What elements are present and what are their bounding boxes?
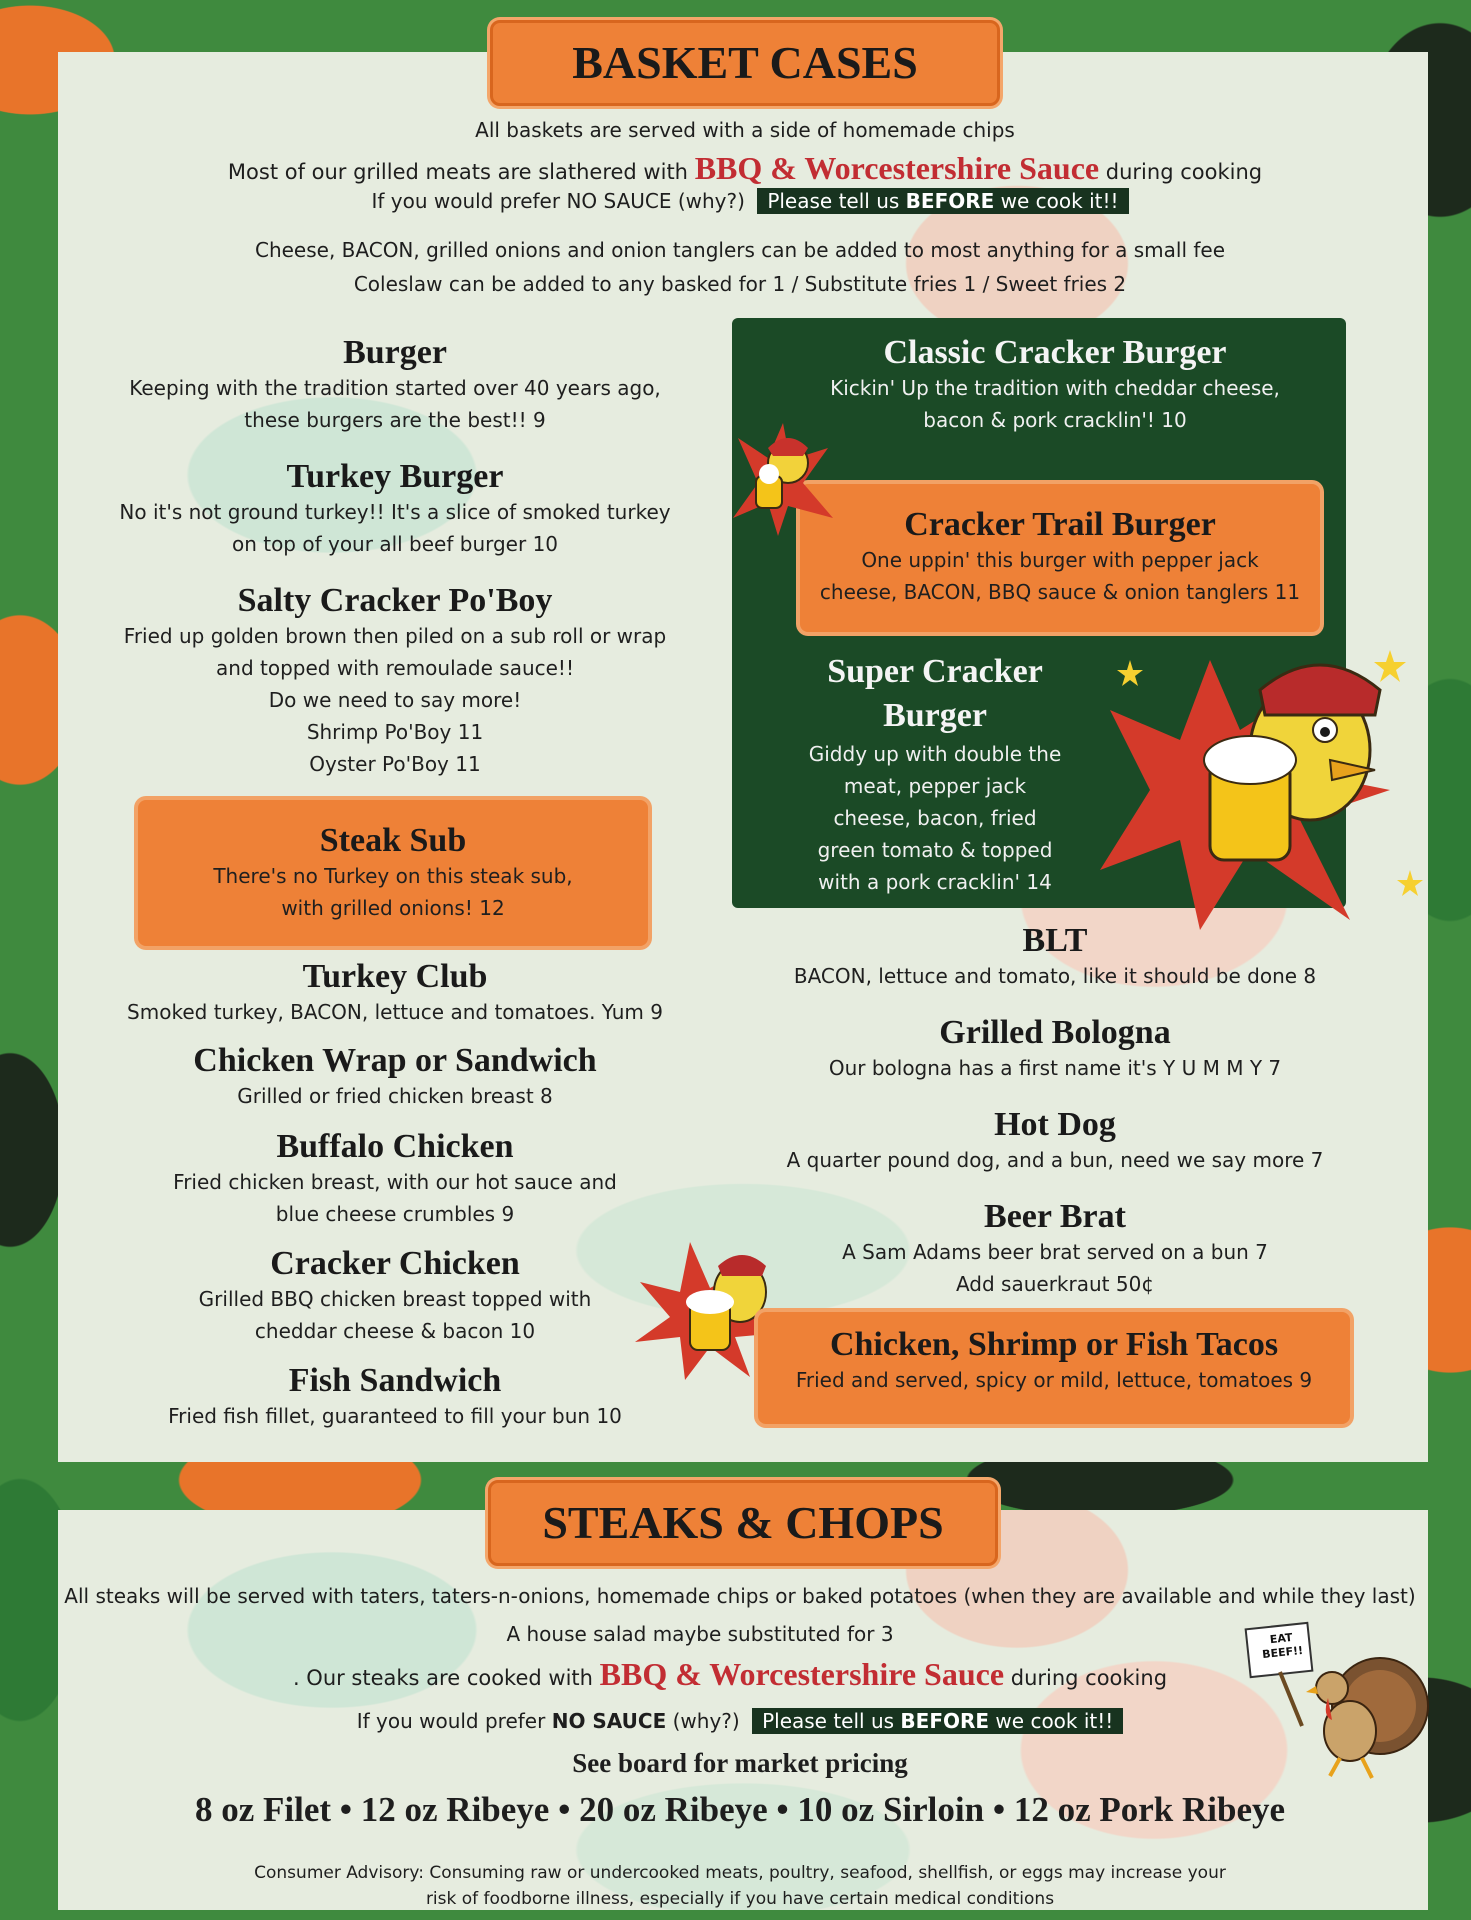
item-steak-sub [138,822,648,924]
steaks-sauce [180,1656,1280,1693]
item-blt [760,922,1350,992]
item-desc [760,960,1350,992]
desc-line: cheddar cheese & bacon 10 [254,1319,536,1343]
desc-line: with a pork cracklin' 14 [818,870,1052,894]
steak-cuts: 8 oz Filet • 12 oz Ribeye • 20 oz Ribeye • 10 oz Sirloin • 12 oz Pork Ribeye [194,1790,1286,1829]
steaks-pill-post: we cook it!! [995,1709,1114,1733]
desc-line: Add sauerkraut 50¢ [955,1272,1155,1296]
desc-line: cheese, bacon, fried [833,806,1037,830]
item-title [780,650,1090,738]
steaks-sides: All steaks will be served with taters, taters-n-onions, homemade chips or baked potatoes (when they are available and while they last) [64,1584,1416,1608]
item-desc [138,860,648,924]
intro-sauce-pre: Most of our grilled meats are slathered with [227,160,688,184]
desc-line: No it's not ground turkey!! It's a slice of smoked turkey [119,500,671,524]
steaks-no-sauce-bold: NO SAUCE [551,1709,667,1733]
item-title: Buffalo Chicken [276,1128,514,1165]
item-desc [760,1052,1350,1084]
item-title: Salty Cracker Po'Boy [237,582,553,619]
desc-line: Oyster Po'Boy 11 [309,752,481,776]
item-title: BLT [1022,922,1088,959]
desc-line: Fried up golden brown then piled on a sub roll or wrap [123,624,667,648]
desc-line: on top of your all beef burger 10 [231,532,559,556]
tell-us-pill [757,188,1128,214]
desc-line: Fried and served, spicy or mild, lettuce, tomatoes 9 [795,1368,1313,1392]
desc-line: Grilled BBQ chicken breast topped with [198,1287,592,1311]
steaks-sauce-highlight: BBQ & Worcestershire Sauce [599,1656,1005,1692]
item-title: Grilled Bologna [939,1014,1171,1051]
item-desc [100,1283,690,1347]
item-title: Turkey Club [302,958,488,995]
desc-line: Shrimp Po'Boy 11 [306,720,484,744]
item-turkey-burger [100,458,690,560]
item-buffalo-chicken [100,1128,690,1230]
steaks-no-sauce [300,1708,1180,1734]
intro-addons: Cheese, BACON, grilled onions and onion tanglers can be added to most anything for a small fee [254,238,1226,262]
item-grilled-bologna [760,1014,1350,1084]
item-classic-cracker-burger [770,334,1340,436]
rooster-mascot-large-icon [1090,620,1440,940]
steaks-no-sauce-post: (why?) [672,1709,740,1733]
consumer-advisory [150,1860,1330,1912]
rooster-mascot-small-icon [728,418,838,538]
item-title: Fish Sandwich [288,1362,502,1399]
item-title: Beer Brat [984,1198,1126,1235]
desc-line: One uppin' this burger with pepper jack [861,548,1259,572]
pill-bold: BEFORE [905,189,995,213]
item-burger [100,334,690,436]
steaks-tell-us-pill [752,1708,1123,1734]
desc-line: bacon & pork cracklin'! 10 [923,408,1187,432]
item-title: Chicken, Shrimp or Fish Tacos [829,1326,1279,1363]
item-desc [758,1364,1350,1396]
desc-line: meat, pepper jack [843,774,1027,798]
item-desc [800,544,1320,608]
desc-line: blue cheese crumbles 9 [275,1202,515,1226]
item-hot-dog [760,1106,1350,1176]
steaks-sauce-pre: . Our steaks are cooked with [292,1666,593,1690]
item-desc [760,1144,1350,1176]
pill-post: we cook it!! [1000,189,1119,213]
desc-line: Do we need to say more! [268,688,522,712]
item-desc [770,372,1340,436]
item-title: Cracker Chicken [270,1245,520,1282]
item-title: Steak Sub [319,822,467,859]
item-desc [80,620,710,780]
desc-line: Kickin' Up the tradition with cheddar cheese, [830,376,1280,400]
steaks-salad: A house salad maybe substituted for 3 [506,1622,894,1646]
item-cracker-trail-burger [800,506,1320,608]
advisory-line: Consumer Advisory: Consuming raw or undercooked meats, poultry, seafood, shellfish, or eggs may increase your [254,1863,1226,1883]
title-line: Super Cracker [827,653,1043,690]
desc-line: green tomato & topped [817,838,1053,862]
desc-line: Keeping with the tradition started over 40 years ago, [129,376,661,400]
item-desc [100,1080,690,1112]
steaks-no-sauce-pre: If you would prefer [356,1709,546,1733]
desc-line: and topped with remoulade sauce!! [216,656,574,680]
desc-line: Grilled or fried chicken breast 8 [237,1084,553,1108]
steaks-sauce-post: during cooking [1010,1666,1168,1690]
item-title: Cracker Trail Burger [904,506,1216,543]
item-desc [100,496,690,560]
desc-line: with grilled onions! 12 [281,896,505,920]
item-super-cracker-burger [780,650,1090,898]
item-title: Hot Dog [994,1106,1116,1143]
steaks-pill-bold: BEFORE [900,1709,990,1733]
item-title: Burger [343,334,447,371]
eat-beef-sign-text: EAT BEEF!! [1261,1630,1304,1662]
intro-no-sauce [250,188,1250,214]
steaks-title: STEAKS & CHOPS [488,1480,998,1566]
item-tacos [758,1326,1350,1396]
item-desc [100,372,690,436]
desc-line: cheese, BACON, BBQ sauce & onion tanglers 11 [819,580,1301,604]
item-salty-cracker-poboy [80,582,710,780]
item-desc [780,738,1090,898]
desc-line: A quarter pound dog, and a bun, need we say more 7 [786,1148,1324,1172]
desc-line: There's no Turkey on this steak sub, [213,864,573,888]
item-title: Chicken Wrap or Sandwich [193,1042,597,1079]
basket-title: BASKET CASES [490,20,1000,106]
intro-chips: All baskets are served with a side of homemade chips [475,118,1015,142]
intro-sauce [120,150,1370,187]
item-chicken-wrap [100,1042,690,1112]
item-beer-brat [760,1198,1350,1300]
item-desc [100,1166,690,1230]
intro-sides: Coleslaw can be added to any basked for 1 / Substitute fries 1 / Sweet fries 2 [353,272,1127,296]
desc-line: Fried fish fillet, guaranteed to fill your bun 10 [168,1404,622,1428]
item-title: Turkey Burger [286,458,504,495]
item-title: Classic Cracker Burger [883,334,1227,371]
sauce-highlight: BBQ & Worcestershire Sauce [694,150,1100,186]
item-cracker-chicken [100,1245,690,1347]
desc-line: Fried chicken breast, with our hot sauce and [173,1170,617,1194]
item-desc [100,996,690,1028]
market-pricing: See board for market pricing [572,1748,908,1778]
item-fish-sandwich [100,1362,690,1432]
intro-sauce-post: during cooking [1105,160,1263,184]
desc-line: Giddy up with double the [808,742,1062,766]
advisory-line: risk of foodborne illness, especially if you have certain medical conditions [425,1889,1055,1909]
pill-pre: Please tell us [767,189,900,213]
desc-line: Our bologna has a first name it's Y U M M Y 7 [828,1056,1282,1080]
desc-line: these burgers are the best!! 9 [244,408,546,432]
item-desc [760,1236,1350,1300]
item-turkey-club [100,958,690,1028]
no-sauce-text: If you would prefer NO SAUCE (why?) [371,189,745,213]
desc-line: A Sam Adams beer brat served on a bun 7 [842,1240,1268,1264]
desc-line: Smoked turkey, BACON, lettuce and tomatoes. Yum 9 [127,1000,663,1024]
item-desc [100,1400,690,1432]
steaks-pill-pre: Please tell us [762,1709,895,1733]
desc-line: BACON, lettuce and tomato, like it should be done 8 [793,964,1317,988]
title-line: Burger [883,697,987,734]
